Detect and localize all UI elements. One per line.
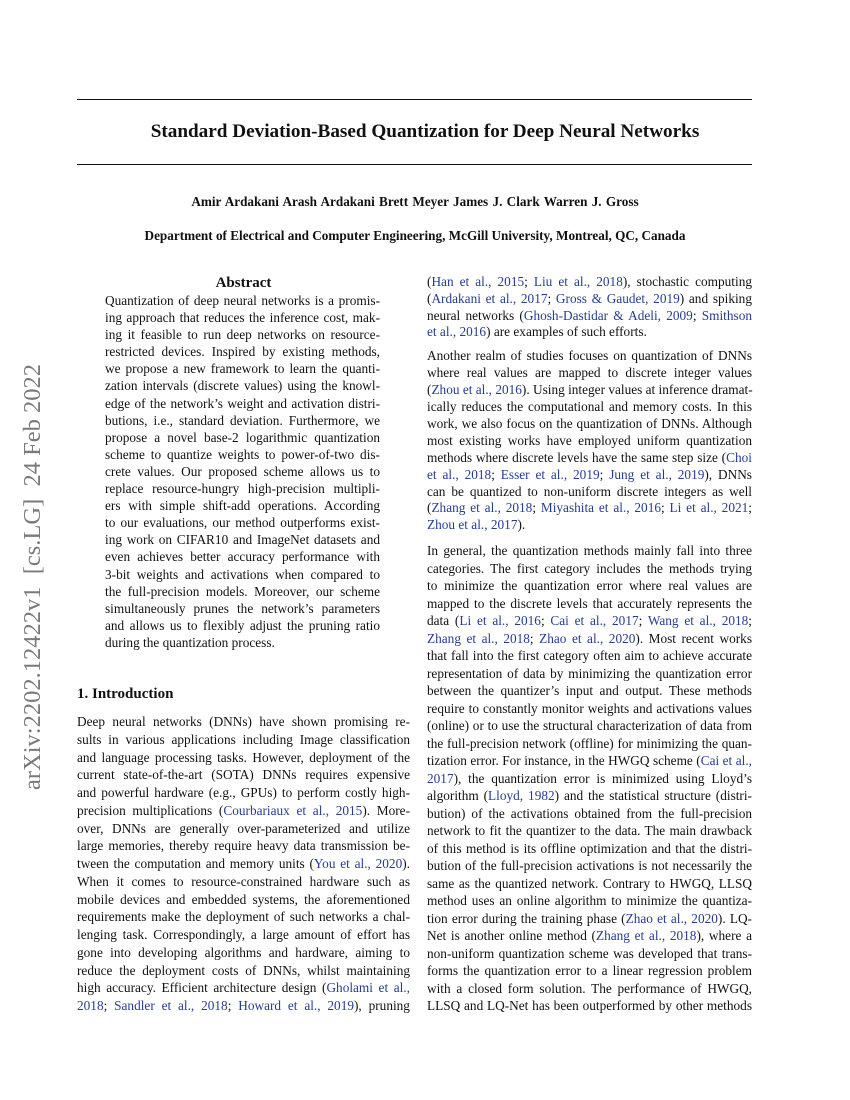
citation-link[interactable]: Zhao et al., 2020 bbox=[539, 630, 636, 646]
text-run: ) are examples of such efforts. bbox=[486, 324, 647, 340]
text-line bbox=[427, 500, 752, 517]
text-line bbox=[105, 566, 380, 583]
citation-link[interactable]: Smithson bbox=[701, 307, 752, 323]
citation-link[interactable]: Howard et al., 2019 bbox=[238, 998, 354, 1013]
text-run: scheme to quantize weights to power-of-two dis- bbox=[105, 446, 380, 462]
citation-link[interactable]: Cai et al., 2017 bbox=[550, 613, 639, 628]
text-run: ; bbox=[748, 613, 752, 628]
text-line bbox=[77, 713, 410, 731]
citation-link[interactable]: Li et al., 2016 bbox=[459, 613, 541, 628]
text-run: algorithm ( bbox=[427, 788, 489, 803]
text-run: to minimize the quantization error where real values are bbox=[427, 578, 752, 593]
text-line bbox=[105, 600, 380, 617]
citation-link[interactable]: Gholami et al., bbox=[326, 980, 410, 996]
abstract-paragraph bbox=[105, 292, 380, 651]
text-run: precision multiplications ( bbox=[77, 802, 224, 818]
citation-link[interactable]: Wang et al., 2018 bbox=[647, 613, 749, 628]
text-run: mobile devices and embedded systems, the aforementioned bbox=[77, 891, 410, 907]
text-line bbox=[427, 875, 752, 893]
text-line bbox=[427, 717, 752, 735]
text-line bbox=[77, 891, 410, 909]
text-run: replace resource-hungry high-precision multipli- bbox=[105, 481, 380, 497]
citation-link[interactable]: You et al., 2020 bbox=[313, 856, 403, 871]
text-run: and allows us to flexibly adjust the pruning ratio bbox=[105, 617, 380, 633]
text-line bbox=[105, 395, 380, 412]
text-run: during the quantization process. bbox=[105, 634, 275, 650]
text-line bbox=[427, 630, 752, 648]
text-line bbox=[105, 514, 380, 531]
title-bottom-rule bbox=[77, 164, 752, 165]
text-run: the full-precision network (offline) for minimizing the quan- bbox=[427, 735, 752, 751]
text-line bbox=[427, 927, 752, 945]
text-run: representation of data by minimizing the quantization error bbox=[427, 665, 752, 681]
arxiv-stamp[interactable]: arXiv:2202.12422v1 [cs.LG] 24 Feb 2022 bbox=[19, 364, 46, 790]
citation-link[interactable]: Zhou et al., 2016 bbox=[431, 381, 522, 397]
text-run: and language processing tasks. However, deployment of the bbox=[77, 749, 410, 765]
text-run: When it comes to resource-constrained hardware such as bbox=[77, 873, 410, 889]
text-run: ; bbox=[599, 466, 610, 482]
text-run: forms the quantization error to a linear regression problem bbox=[427, 963, 752, 978]
text-line bbox=[77, 979, 410, 997]
citation-link[interactable]: Jung et al., 2019 bbox=[609, 466, 705, 482]
citation-link[interactable]: Zhang et al., 2018 bbox=[431, 500, 533, 516]
text-run: categories. The first category includes the methods trying bbox=[427, 560, 752, 576]
text-run: ; bbox=[692, 307, 702, 323]
text-run: ing work on CIFAR10 and ImageNet datasets and bbox=[105, 532, 380, 548]
text-run: simultaneously prunes the network’s parameters bbox=[105, 600, 380, 616]
paper-title: Standard Deviation-Based Quantization for Deep Neural Networks bbox=[150, 121, 700, 142]
citation-link[interactable]: Zhao et al., 2020 bbox=[625, 910, 718, 926]
text-line bbox=[105, 497, 380, 514]
text-run: ). bbox=[402, 856, 410, 871]
text-line bbox=[105, 531, 380, 548]
citation-link[interactable]: et al., 2016 bbox=[427, 324, 487, 340]
text-line bbox=[105, 292, 380, 309]
text-run: tization error. For instance, in the HWGQ scheme ( bbox=[427, 753, 701, 768]
text-line bbox=[427, 787, 752, 805]
text-run: ers with simple shift-add operations. According bbox=[105, 498, 380, 514]
text-line bbox=[427, 980, 752, 998]
text-line bbox=[427, 348, 752, 365]
text-run: of this method is its offline optimization and that the distri- bbox=[427, 840, 752, 856]
title-top-rule bbox=[77, 99, 752, 100]
text-run: we propose a new framework to learn the quanti- bbox=[105, 361, 380, 377]
text-line bbox=[427, 700, 752, 718]
text-run: and powerful hardware (e.g., GPUs) to perform costly high- bbox=[77, 785, 410, 800]
text-line bbox=[77, 873, 410, 891]
citation-link[interactable]: Zhang et al., 2018 bbox=[595, 928, 697, 943]
text-line bbox=[427, 324, 752, 341]
text-line bbox=[105, 463, 380, 480]
text-line bbox=[77, 908, 410, 926]
text-line bbox=[105, 583, 380, 600]
text-run: Net is another online method ( bbox=[427, 928, 596, 943]
text-run: In general, the quantization methods mainly fall into three bbox=[427, 543, 752, 558]
citation-link[interactable]: et al., 2018 bbox=[427, 466, 492, 482]
text-run: ; bbox=[532, 500, 541, 516]
citation-link[interactable]: Gross & Gaudet, 2019 bbox=[555, 290, 680, 306]
text-run: zation intervals (discrete values) using the knowl- bbox=[105, 378, 380, 394]
text-line bbox=[105, 360, 380, 377]
text-run: to our evaluations, our method outperforms exist- bbox=[105, 515, 380, 531]
text-run: high accuracy. Efficient architecture design ( bbox=[77, 980, 327, 996]
text-run: ). More- bbox=[362, 802, 411, 818]
text-line bbox=[427, 822, 752, 840]
text-line bbox=[105, 377, 380, 394]
text-line bbox=[77, 820, 410, 838]
text-run: 3-bit weights and activations when compared to bbox=[105, 566, 380, 582]
text-run: ing it feasible to run deep networks on resource- bbox=[105, 327, 380, 343]
text-run: bution of the full-precision activations is not necessarily the bbox=[427, 858, 752, 873]
text-run: edge of the network’s weight and activation distri- bbox=[105, 395, 380, 411]
text-run: ), the quantization error is minimized using Lloyd’s bbox=[453, 770, 752, 786]
citation-link[interactable]: Courbariaux et al., 2015 bbox=[223, 802, 363, 818]
text-run: ( bbox=[427, 274, 432, 289]
text-run: network to fit the quantizer to the data. The main drawback bbox=[427, 823, 752, 838]
text-line bbox=[427, 770, 752, 788]
text-run: large memories, thereby require heavy data transmission be- bbox=[77, 838, 410, 854]
text-run: ) and spiking bbox=[679, 290, 752, 306]
text-line bbox=[427, 433, 752, 450]
text-run: mapped to the discrete levels that accurately represents the bbox=[427, 595, 752, 611]
text-run: ), stochastic computing bbox=[622, 274, 752, 289]
citation-link[interactable]: Ghosh-Dastidar & Adeli, 2009 bbox=[523, 307, 693, 323]
intro-paragraph-2 bbox=[427, 348, 752, 534]
text-line bbox=[427, 416, 752, 433]
text-run: ; bbox=[661, 500, 670, 516]
text-run: ; bbox=[547, 290, 556, 306]
text-line bbox=[427, 542, 752, 560]
text-line bbox=[77, 855, 410, 873]
text-run: ). Most recent works bbox=[635, 630, 752, 646]
text-line bbox=[427, 308, 752, 325]
text-run: Another realm of studies focuses on quantization of DNNs bbox=[427, 348, 752, 363]
text-line bbox=[427, 595, 752, 613]
text-run: ; bbox=[103, 998, 115, 1013]
text-line bbox=[427, 840, 752, 858]
text-line bbox=[77, 962, 410, 980]
text-run: ). Using integer values at inference dramat- bbox=[521, 381, 753, 397]
text-run: (online) or to use the structural characterization of data from bbox=[427, 718, 752, 733]
text-run: sults in various applications including Image classification bbox=[77, 731, 410, 747]
text-line bbox=[427, 450, 752, 467]
text-line bbox=[427, 805, 752, 823]
text-line bbox=[77, 837, 410, 855]
text-run: restricted devices. Inspired by existing methods, bbox=[105, 344, 380, 360]
text-line bbox=[105, 548, 380, 565]
text-line bbox=[427, 577, 752, 595]
text-line bbox=[77, 802, 410, 820]
text-run: ically reduces the computational and memory costs. In this bbox=[427, 398, 752, 414]
text-run: work, we also focus on the quantization of DNNs. Although bbox=[427, 415, 752, 431]
affiliation: Department of Electrical and Computer Engineering, McGill University, Montreal, QC, Canada bbox=[144, 228, 686, 243]
text-run: ; bbox=[524, 274, 534, 289]
text-run: current state-of-the-art (SOTA) DNNs requires expensive bbox=[77, 767, 410, 783]
text-run: same as the quantized network. Contrary to HWGQ, LLSQ bbox=[427, 875, 752, 891]
citation-link[interactable]: Choi bbox=[726, 449, 752, 465]
text-line bbox=[427, 517, 752, 534]
text-run: reduce the deployment costs of DNNs, whilst maintaining bbox=[77, 962, 410, 978]
text-line bbox=[105, 480, 380, 497]
text-run: can be quantized to non-uniform discrete integers as well bbox=[427, 483, 752, 499]
text-line bbox=[77, 784, 410, 802]
text-run: ( bbox=[427, 290, 432, 306]
text-run: between the quantizer’s input and output. These methods bbox=[427, 683, 752, 698]
citation-link[interactable]: Li et al., 2021 bbox=[669, 500, 749, 516]
citation-link[interactable]: Liu et al., 2018 bbox=[533, 274, 623, 289]
text-run: crete values. Our proposed scheme allows us to bbox=[105, 463, 380, 479]
text-run: the full-precision models. Moreover, our scheme bbox=[105, 583, 380, 599]
text-run: ; bbox=[491, 466, 501, 482]
citation-link[interactable]: 2018 bbox=[77, 998, 104, 1013]
citation-link[interactable]: Sandler et al., 2018 bbox=[114, 998, 228, 1013]
intro-paragraph-3 bbox=[427, 542, 752, 1015]
text-run: with a closed form solution. The performance of HWGQ, bbox=[427, 980, 752, 996]
text-line bbox=[427, 682, 752, 700]
text-run: ( bbox=[427, 381, 432, 397]
text-line bbox=[427, 612, 752, 630]
citation-link[interactable]: Lloyd, 1982 bbox=[488, 788, 555, 803]
text-line bbox=[427, 399, 752, 416]
citation-link[interactable]: 2017 bbox=[427, 770, 454, 786]
text-run: bution) of the activations obtained from the full-precision bbox=[427, 805, 752, 821]
text-line bbox=[427, 735, 752, 753]
text-run: ; bbox=[638, 613, 648, 628]
text-run: propose a novel base-2 logarithmic quantization bbox=[105, 429, 380, 445]
text-line bbox=[77, 766, 410, 784]
text-line bbox=[77, 997, 410, 1015]
text-line bbox=[427, 274, 752, 291]
citation-link[interactable]: Ardakani et al., 2017 bbox=[431, 290, 548, 306]
citation-link[interactable]: Han et al., 2015 bbox=[431, 274, 525, 289]
text-run: non-uniform quantization scheme was developed that trans- bbox=[427, 945, 752, 961]
text-line bbox=[105, 429, 380, 446]
citation-link[interactable]: Miyashita et al., 2016 bbox=[540, 500, 661, 516]
text-run: ; bbox=[748, 500, 752, 516]
text-run: ). bbox=[517, 517, 526, 533]
text-line bbox=[427, 857, 752, 875]
text-line bbox=[427, 962, 752, 980]
text-run: gone into developing algorithms and hardware, aiming to bbox=[77, 944, 410, 960]
text-run: tween the computation and memory units ( bbox=[77, 856, 314, 871]
text-run: ; bbox=[227, 998, 239, 1013]
text-run: Deep neural networks (DNNs) have shown promising re- bbox=[77, 714, 410, 729]
abstract-heading: Abstract bbox=[215, 275, 272, 291]
text-run: ing approach that reduces the inference cost, mak- bbox=[105, 310, 380, 326]
text-line bbox=[427, 997, 752, 1015]
text-line bbox=[105, 412, 380, 429]
text-run: methods where discrete levels have the same step size ( bbox=[427, 449, 727, 465]
text-run: over, DNNs are generally over-parameterized and utilize bbox=[77, 820, 410, 836]
text-run: ; bbox=[540, 613, 551, 628]
introduction-heading: 1. Introduction bbox=[77, 686, 174, 702]
text-line bbox=[77, 749, 410, 767]
text-run: require to constantly monitor weights and activations values bbox=[427, 700, 752, 716]
text-run: ( bbox=[427, 500, 432, 516]
text-line bbox=[77, 926, 410, 944]
text-run: lenging task. Correspondingly, a large amount of effort has bbox=[77, 927, 410, 942]
text-run: ), pruning bbox=[354, 998, 410, 1013]
text-run: data ( bbox=[427, 613, 460, 628]
text-run: that fall into the first category often aim to achieve accurate bbox=[427, 648, 752, 663]
text-line bbox=[105, 326, 380, 343]
text-line bbox=[427, 291, 752, 308]
text-line bbox=[427, 365, 752, 382]
text-line bbox=[105, 343, 380, 360]
text-run: neural networks ( bbox=[427, 307, 524, 323]
citation-link[interactable]: Zhang et al., 2018 bbox=[427, 630, 530, 646]
text-line bbox=[105, 617, 380, 634]
text-run: ) and the statistical structure (distri- bbox=[554, 788, 752, 803]
intro-paragraph-continued bbox=[427, 274, 752, 341]
text-line bbox=[105, 309, 380, 326]
text-line bbox=[427, 484, 752, 501]
text-run: even achieves better accuracy performance with bbox=[105, 549, 380, 565]
intro-paragraph-1 bbox=[77, 713, 410, 1015]
text-line bbox=[105, 446, 380, 463]
text-line bbox=[427, 647, 752, 665]
text-line bbox=[77, 944, 410, 962]
citation-link[interactable]: Zhou et al., 2017 bbox=[427, 517, 518, 533]
text-line bbox=[427, 467, 752, 484]
text-run: LLSQ and LQ-Net has been outperformed by other methods bbox=[427, 998, 752, 1013]
text-run: ; bbox=[529, 630, 540, 646]
text-line bbox=[427, 665, 752, 683]
text-run: requirements make the deployment of such networks a chal- bbox=[77, 909, 410, 925]
citation-link[interactable]: Esser et al., 2019 bbox=[500, 466, 600, 482]
text-run: ). LQ- bbox=[717, 910, 752, 926]
text-run: ), where a bbox=[696, 928, 752, 943]
text-run: where real values are mapped to discrete integer values bbox=[427, 364, 752, 380]
text-run: tion error during the training phase ( bbox=[427, 910, 626, 926]
citation-link[interactable]: Cai et al., bbox=[700, 753, 752, 768]
author-list: Amir Ardakani Arash Ardakani Brett Meyer James J. Clark Warren J. Gross bbox=[191, 194, 639, 209]
text-line bbox=[427, 910, 752, 928]
text-line bbox=[427, 382, 752, 399]
text-run: ), DNNs bbox=[704, 466, 752, 482]
text-line bbox=[427, 560, 752, 578]
text-line bbox=[105, 634, 380, 651]
text-run: method uses an online algorithm to minimize the quantiza- bbox=[427, 893, 752, 908]
text-line bbox=[77, 731, 410, 749]
text-run: butions, i.e., standard deviation. Furthermore, we bbox=[105, 412, 380, 428]
text-run: Quantization of deep neural networks is a promis- bbox=[105, 293, 380, 308]
text-line bbox=[427, 945, 752, 963]
text-run: most existing works have employed uniform quantization bbox=[427, 432, 752, 448]
text-line bbox=[427, 892, 752, 910]
text-line bbox=[427, 752, 752, 770]
